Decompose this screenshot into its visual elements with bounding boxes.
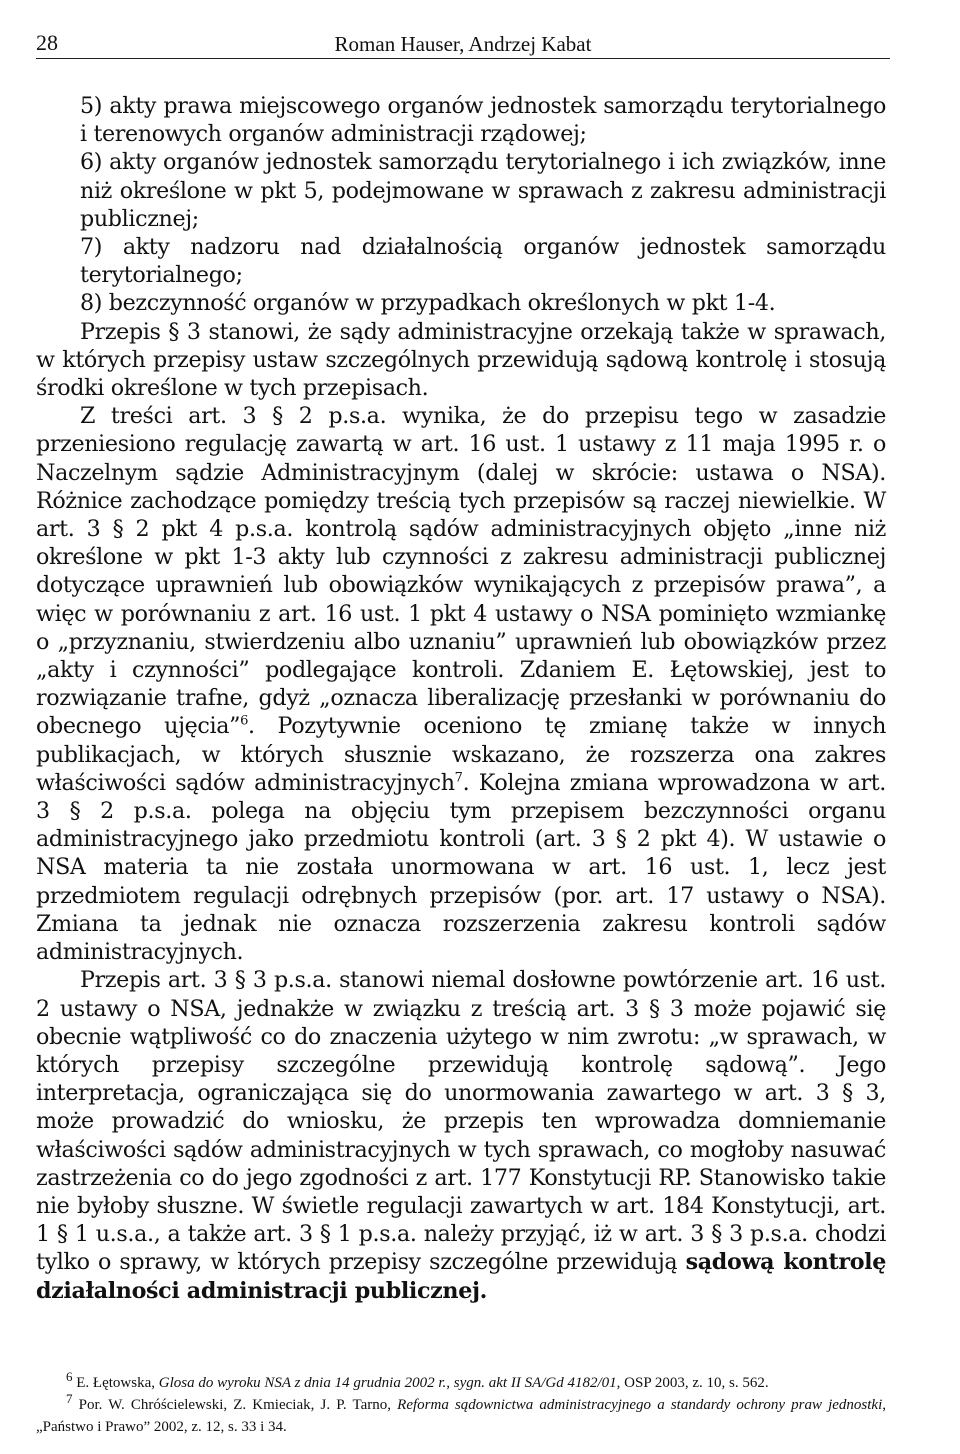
footnote-text: Por. W. Chróścielewski, Z. Kmieciak, J. P. Tarno, bbox=[72, 1397, 398, 1413]
paragraph: Przepis § 3 stanowi, że sądy administracyjne orzekają także w sprawach, w których przepisy ustaw szczególnych przewidują sądową kontrolę i stosują środki określone w tych przepisach. bbox=[36, 318, 886, 402]
footnote bbox=[36, 1391, 886, 1438]
footnotes bbox=[36, 1369, 886, 1438]
paragraph-text: Przepis art. 3 § 3 p.s.a. stanowi niemal dosłowne powtórzenie art. 16 ust. 2 ustawy o NSA, jednakże w związku z treścią art. 3 § 3 może pojawić się obecnie wątpliwość co do znaczenia użytego w nim zwrotu: „w sprawach, w których przepisy szczególne przewidują kontrolę sądową”. Jego interpretacja, ograniczająca się do unormowania zawartego w art. 3 § 3, może prowadzić do wniosku, że przepis ten wprowadza domniemanie właściwości sądów administracyjnych w tych sprawach, co mogłoby nasuwać zastrzeżenia co do jego zgodności z art. 177 Konstytucji RP. Stanowisko takie nie byłoby słuszne. W świetle regulacji zawartych w art. 184 Konstytucji, art. 1 § 1 u.s.a., a także art. 3 § 1 p.s.a. należy przyjąć, iż w art. 3 § 3 p.s.a. chodzi tylko o sprawy, w których przepisy szczególne przewidują bbox=[36, 967, 886, 1276]
footnote-text: , „Państwo i Prawo” 2002, z. 12, s. 33 i 34. bbox=[36, 1397, 886, 1435]
list-item: 8) bezczynność organów w przypadkach określonych w pkt 1-4. bbox=[80, 290, 776, 317]
running-head-authors: Roman Hauser, Andrzej Kabat bbox=[334, 32, 592, 56]
footnote-text: E. Łętowska, bbox=[72, 1375, 159, 1391]
paragraph-text: Z treści art. 3 § 2 p.s.a. wynika, że do przepisu tego w zasadzie przeniesiono regulację zawartą w art. 16 ust. 1 ustawy z 11 maja 1995 r. o Naczelnym sądzie Administracyjnym (dalej w skrócie: ustawa o NSA). Różnice zachodzące pomiędzy treścią tych przepisów są raczej niewielkie. W art. 3 § 2 pkt 4 p.s.a. kontrolą sądów administracyjnych objęto „inne niż określone w pkt 1-3 akty lub czynności z zakresu administracji publicznej dotyczące uprawnień lub obowiązków wynikających z przepisów prawa”, a więc w porównaniu z art. 16 ust. 1 pkt 4 ustawy o NSA pominięto wzmiankę o „przyznaniu, stwierdzeniu albo uznaniu” uprawnień lub obowiązków przez „akty i czynności” podlegające kontroli. Zdaniem E. Łętowskiej, jest to rozwiązanie trafne, gdyż „oznacza liberalizację przesłanki w porównaniu do obecnego ujęcia” bbox=[36, 403, 886, 740]
footnote-ref: 7 bbox=[454, 770, 463, 786]
emphasized-text: sądową kontrolę działalności administracji publicznej. bbox=[36, 1249, 886, 1304]
page-number: 28 bbox=[36, 30, 58, 55]
footnote bbox=[36, 1369, 886, 1394]
list-item: 7) akty nadzoru nad działalnością organów jednostek samorządu terytorialnego; bbox=[80, 234, 886, 289]
footnote-text: , OSP 2003, z. 10, s. 562. bbox=[616, 1375, 769, 1391]
paragraph bbox=[36, 402, 886, 966]
running-header bbox=[36, 28, 890, 59]
footnote-mark: 6 bbox=[66, 1369, 73, 1384]
footnote-ref: 6 bbox=[240, 714, 249, 730]
paragraph-text: . Pozytywnie oceniono tę zmianę także w innych publikacjach, w których słusznie wskazano, że rozszerza ona zakres właściwości sądów administracyjnych bbox=[36, 713, 887, 796]
main-text bbox=[36, 92, 887, 1305]
paragraph bbox=[36, 966, 886, 1304]
paragraph-text: . Kolejna zmiana wprowadzona w art. 3 § 2 p.s.a. polega na objęciu tym przepisem bezczynności organu administracyjnego jako przedmiotu kontroli (art. 3 § 2 pkt 4). W ustawie o NSA materia ta nie została unormowana w art. 16 ust. 1, lecz jest przedmiotem regulacji odrębnych przepisów (por. art. 17 ustawy o NSA). Zmiana ta jednak nie oznacza rozszerzenia zakresu kontroli sądów administracyjnych. bbox=[36, 769, 886, 966]
footnote-title: Glosa do wyroku NSA z dnia 14 grudnia 2002 r., sygn. akt II SA/Gd 4182/01 bbox=[158, 1375, 617, 1391]
footnote-mark: 7 bbox=[66, 1391, 73, 1406]
footnote-title: Reforma sądownictwa administracyjnego a standardy ochrony praw jednostki bbox=[397, 1397, 883, 1413]
list-item: 6) akty organów jednostek samorządu terytorialnego i ich związków, inne niż określone w pkt 5, podejmowane w sprawach z zakresu administracji publicznej; bbox=[80, 149, 886, 232]
list-item: 5) akty prawa miejscowego organów jednostek samorządu terytorialnego i terenowych organów administracji rządowej; bbox=[80, 93, 886, 148]
